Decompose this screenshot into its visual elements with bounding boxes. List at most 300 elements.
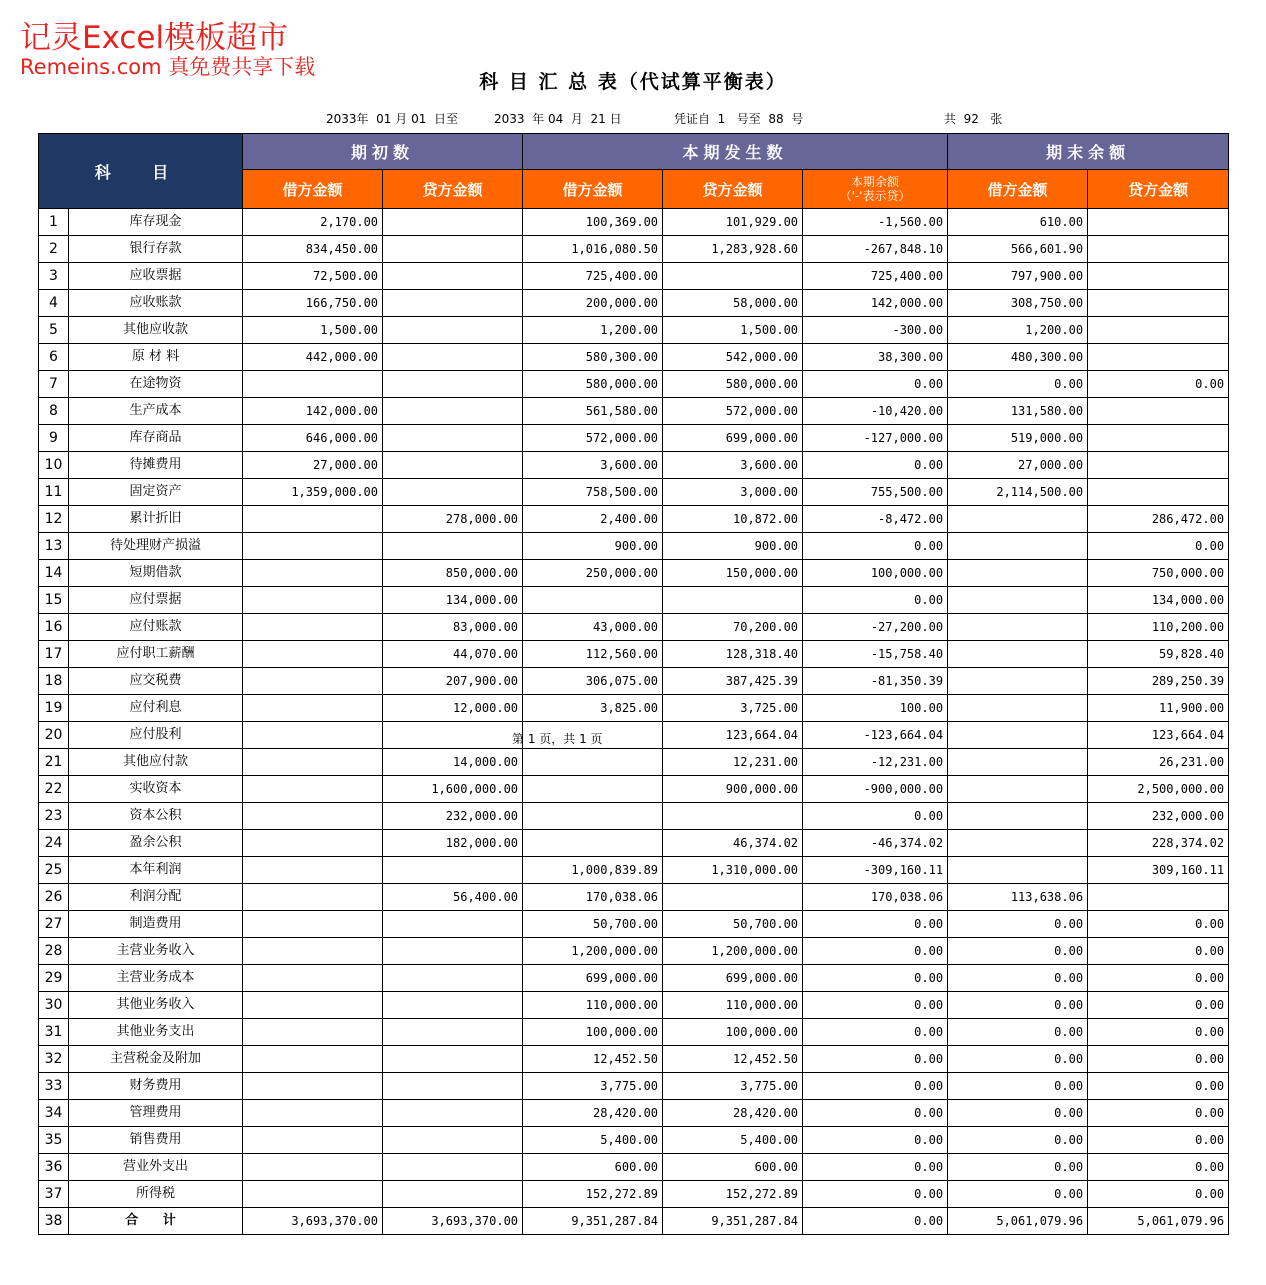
opening-credit-cell <box>383 452 523 479</box>
opening-credit-cell <box>383 1127 523 1154</box>
opening-credit-cell: 278,000.00 <box>383 506 523 533</box>
row-number-cell: 13 <box>39 533 69 560</box>
period-credit-cell: 123,664.04 <box>663 722 803 749</box>
opening-debit-cell: 27,000.00 <box>243 452 383 479</box>
opening-debit-cell <box>243 1100 383 1127</box>
watermark-site: Remeins.com 真免费共享下载 <box>20 55 316 79</box>
table-row <box>39 560 1229 587</box>
table-row <box>39 965 1229 992</box>
row-number-cell: 9 <box>39 425 69 452</box>
period-balance-cell: -15,758.40 <box>803 641 948 668</box>
closing-debit-cell: 0.00 <box>948 1046 1088 1073</box>
row-number-cell: 36 <box>39 1154 69 1181</box>
period-balance-cell: 0.00 <box>803 911 948 938</box>
table-row <box>39 938 1229 965</box>
opening-debit-cell <box>243 776 383 803</box>
opening-credit-cell: 134,000.00 <box>383 587 523 614</box>
opening-credit-cell <box>383 1046 523 1073</box>
table-row <box>39 776 1229 803</box>
closing-debit-cell: 113,638.06 <box>948 884 1088 911</box>
period-credit-cell: 9,351,287.84 <box>663 1208 803 1235</box>
closing-debit-cell <box>948 587 1088 614</box>
closing-credit-cell <box>1088 209 1229 236</box>
date-to: 2033 年 04 月 21 日 <box>494 112 622 126</box>
table-row <box>39 695 1229 722</box>
closing-credit-cell: 286,472.00 <box>1088 506 1229 533</box>
closing-credit-cell: 11,900.00 <box>1088 695 1229 722</box>
closing-credit-cell: 0.00 <box>1088 992 1229 1019</box>
period-debit-cell <box>523 587 663 614</box>
account-name-cell: 资本公积 <box>69 803 243 830</box>
account-name-cell: 主营业务收入 <box>69 938 243 965</box>
opening-debit-cell <box>243 884 383 911</box>
table-row <box>39 1154 1229 1181</box>
account-name-cell: 固定资产 <box>69 479 243 506</box>
opening-credit-cell: 1,600,000.00 <box>383 776 523 803</box>
period-debit-cell: 1,200,000.00 <box>523 938 663 965</box>
closing-debit-cell: 0.00 <box>948 1019 1088 1046</box>
closing-credit-cell <box>1088 884 1229 911</box>
period-credit-cell: 150,000.00 <box>663 560 803 587</box>
period-debit-cell: 1,016,080.50 <box>523 236 663 263</box>
period-debit-cell: 12,452.50 <box>523 1046 663 1073</box>
period-debit-cell: 152,272.89 <box>523 1181 663 1208</box>
period-credit-cell <box>663 587 803 614</box>
account-name-cell: 应付职工薪酬 <box>69 641 243 668</box>
period-debit-cell: 100,369.00 <box>523 209 663 236</box>
period-balance-cell: 0.00 <box>803 1181 948 1208</box>
table-row <box>39 1127 1229 1154</box>
period-debit-cell: 561,580.00 <box>523 398 663 425</box>
period-balance-cell: 170,038.06 <box>803 884 948 911</box>
period-debit-cell: 28,420.00 <box>523 1100 663 1127</box>
closing-debit-cell <box>948 560 1088 587</box>
watermark-brand: 记灵Excel模板超市 <box>20 20 289 56</box>
account-name-cell: 库存商品 <box>69 425 243 452</box>
period-balance-cell: 0.00 <box>803 1019 948 1046</box>
row-number-cell: 17 <box>39 641 69 668</box>
account-name-cell: 销售费用 <box>69 1127 243 1154</box>
period-balance-cell: 0.00 <box>803 965 948 992</box>
opening-debit-cell: 834,450.00 <box>243 236 383 263</box>
account-name-cell: 短期借款 <box>69 560 243 587</box>
closing-debit-cell: 0.00 <box>948 1100 1088 1127</box>
period-credit-header: 贷方金额 <box>663 170 803 209</box>
opening-credit-cell <box>383 479 523 506</box>
table-row <box>39 587 1229 614</box>
row-number-cell: 15 <box>39 587 69 614</box>
opening-debit-cell <box>243 506 383 533</box>
period-balance-cell: 0.00 <box>803 1073 948 1100</box>
opening-debit-cell: 166,750.00 <box>243 290 383 317</box>
opening-credit-cell: 83,000.00 <box>383 614 523 641</box>
account-name-cell: 合 计 <box>69 1208 243 1235</box>
page-note: 第 1 页，共 1 页 <box>512 732 603 746</box>
opening-credit-cell <box>383 371 523 398</box>
closing-credit-cell: 0.00 <box>1088 1100 1229 1127</box>
table-row <box>39 290 1229 317</box>
closing-credit-cell: 59,828.40 <box>1088 641 1229 668</box>
period-credit-cell: 5,400.00 <box>663 1127 803 1154</box>
opening-debit-cell <box>243 614 383 641</box>
opening-debit-cell <box>243 722 383 749</box>
table-row <box>39 371 1229 398</box>
opening-debit-cell <box>243 749 383 776</box>
opening-debit-cell <box>243 668 383 695</box>
total-row <box>39 1208 1229 1235</box>
opening-debit-cell <box>243 803 383 830</box>
closing-credit-cell <box>1088 236 1229 263</box>
period-balance-cell: -900,000.00 <box>803 776 948 803</box>
table-row <box>39 722 1229 749</box>
period-balance-cell: -12,231.00 <box>803 749 948 776</box>
period-credit-cell: 3,000.00 <box>663 479 803 506</box>
period-credit-cell: 3,725.00 <box>663 695 803 722</box>
closing-debit-cell: 610.00 <box>948 209 1088 236</box>
period-credit-cell <box>663 884 803 911</box>
period-credit-cell <box>663 803 803 830</box>
opening-balance-header: 期初数 <box>243 134 523 170</box>
closing-credit-cell: 0.00 <box>1088 533 1229 560</box>
closing-debit-cell <box>948 641 1088 668</box>
closing-debit-cell <box>948 857 1088 884</box>
table-row <box>39 1046 1229 1073</box>
account-name-cell: 利润分配 <box>69 884 243 911</box>
account-name-cell: 在途物资 <box>69 371 243 398</box>
closing-debit-cell <box>948 668 1088 695</box>
table-row <box>39 749 1229 776</box>
period-debit-cell: 699,000.00 <box>523 965 663 992</box>
row-number-cell: 11 <box>39 479 69 506</box>
closing-credit-cell <box>1088 479 1229 506</box>
closing-debit-cell <box>948 533 1088 560</box>
account-name-cell: 应收票据 <box>69 263 243 290</box>
period-credit-cell: 101,929.00 <box>663 209 803 236</box>
closing-credit-cell <box>1088 263 1229 290</box>
row-number-cell: 35 <box>39 1127 69 1154</box>
closing-debit-cell: 2,114,500.00 <box>948 479 1088 506</box>
period-credit-cell: 387,425.39 <box>663 668 803 695</box>
period-credit-cell: 70,200.00 <box>663 614 803 641</box>
opening-debit-cell: 442,000.00 <box>243 344 383 371</box>
period-balance-cell: 725,400.00 <box>803 263 948 290</box>
closing-debit-cell <box>948 749 1088 776</box>
opening-credit-cell: 182,000.00 <box>383 830 523 857</box>
opening-debit-cell: 142,000.00 <box>243 398 383 425</box>
period-debit-cell: 580,000.00 <box>523 371 663 398</box>
closing-debit-header: 借方金额 <box>948 170 1088 209</box>
opening-credit-cell <box>383 965 523 992</box>
opening-credit-cell <box>383 722 523 749</box>
period-debit-cell: 2,400.00 <box>523 506 663 533</box>
period-balance-header <box>803 170 948 209</box>
table-row <box>39 263 1229 290</box>
account-name-cell: 营业外支出 <box>69 1154 243 1181</box>
period-debit-cell: 580,300.00 <box>523 344 663 371</box>
closing-credit-cell: 5,061,079.96 <box>1088 1208 1229 1235</box>
period-credit-cell: 900,000.00 <box>663 776 803 803</box>
account-name-cell: 应付股利 <box>69 722 243 749</box>
period-balance-cell: 38,300.00 <box>803 344 948 371</box>
row-number-cell: 10 <box>39 452 69 479</box>
opening-credit-cell: 3,693,370.00 <box>383 1208 523 1235</box>
period-balance-cell: 0.00 <box>803 533 948 560</box>
closing-debit-cell: 1,200.00 <box>948 317 1088 344</box>
opening-credit-cell <box>383 236 523 263</box>
period-balance-cell: -300.00 <box>803 317 948 344</box>
closing-credit-cell: 0.00 <box>1088 1019 1229 1046</box>
closing-debit-cell: 797,900.00 <box>948 263 1088 290</box>
period-credit-cell: 46,374.02 <box>663 830 803 857</box>
account-name-cell: 累计折旧 <box>69 506 243 533</box>
account-name-cell: 实收资本 <box>69 776 243 803</box>
closing-credit-cell: 289,250.39 <box>1088 668 1229 695</box>
row-number-cell: 34 <box>39 1100 69 1127</box>
opening-credit-cell <box>383 992 523 1019</box>
opening-debit-cell <box>243 1181 383 1208</box>
table-body <box>39 209 1229 1235</box>
period-debit-cell: 250,000.00 <box>523 560 663 587</box>
opening-debit-header: 借方金额 <box>243 170 383 209</box>
closing-credit-cell: 0.00 <box>1088 911 1229 938</box>
account-name-cell: 管理费用 <box>69 1100 243 1127</box>
account-name-cell: 待处理财产损溢 <box>69 533 243 560</box>
closing-debit-cell: 308,750.00 <box>948 290 1088 317</box>
period-balance-cell: 100,000.00 <box>803 560 948 587</box>
period-balance-cell: -46,374.02 <box>803 830 948 857</box>
closing-credit-cell: 123,664.04 <box>1088 722 1229 749</box>
closing-debit-cell: 0.00 <box>948 965 1088 992</box>
period-credit-cell: 580,000.00 <box>663 371 803 398</box>
period-credit-cell: 50,700.00 <box>663 911 803 938</box>
voucher-range: 凭证自 1 号至 88 号 <box>674 112 804 126</box>
table-row <box>39 209 1229 236</box>
closing-balance-header: 期末余额 <box>948 134 1229 170</box>
opening-credit-cell <box>383 344 523 371</box>
period-debit-cell: 306,075.00 <box>523 668 663 695</box>
opening-debit-cell <box>243 560 383 587</box>
period-debit-cell: 3,775.00 <box>523 1073 663 1100</box>
row-number-cell: 1 <box>39 209 69 236</box>
period-debit-cell <box>523 803 663 830</box>
period-balance-cell: 142,000.00 <box>803 290 948 317</box>
period-balance-cell: -267,848.10 <box>803 236 948 263</box>
period-balance-cell: 0.00 <box>803 371 948 398</box>
closing-credit-cell <box>1088 425 1229 452</box>
opening-credit-cell: 14,000.00 <box>383 749 523 776</box>
period-activity-header: 本期发生数 <box>523 134 948 170</box>
opening-credit-cell: 56,400.00 <box>383 884 523 911</box>
period-balance-cell: -1,560.00 <box>803 209 948 236</box>
row-number-cell: 14 <box>39 560 69 587</box>
period-debit-cell: 725,400.00 <box>523 263 663 290</box>
opening-credit-cell <box>383 857 523 884</box>
table-row <box>39 425 1229 452</box>
closing-credit-cell: 134,000.00 <box>1088 587 1229 614</box>
closing-debit-cell: 0.00 <box>948 1127 1088 1154</box>
account-name-cell: 其他应付款 <box>69 749 243 776</box>
table-row <box>39 344 1229 371</box>
opening-debit-cell: 72,500.00 <box>243 263 383 290</box>
period-credit-cell: 12,452.50 <box>663 1046 803 1073</box>
summary-table <box>38 133 1229 1235</box>
period-debit-cell: 170,038.06 <box>523 884 663 911</box>
period-debit-cell: 100,000.00 <box>523 1019 663 1046</box>
row-number-cell: 28 <box>39 938 69 965</box>
period-balance-cell: 0.00 <box>803 938 948 965</box>
opening-debit-cell <box>243 641 383 668</box>
account-name-cell: 应付利息 <box>69 695 243 722</box>
closing-debit-cell: 566,601.90 <box>948 236 1088 263</box>
opening-credit-cell: 12,000.00 <box>383 695 523 722</box>
table-row <box>39 1073 1229 1100</box>
table-row <box>39 1019 1229 1046</box>
account-name-cell: 应交税费 <box>69 668 243 695</box>
closing-credit-header: 贷方金额 <box>1088 170 1229 209</box>
period-balance-cell: 0.00 <box>803 587 948 614</box>
period-debit-cell: 50,700.00 <box>523 911 663 938</box>
closing-credit-cell: 0.00 <box>1088 1073 1229 1100</box>
opening-debit-cell: 1,359,000.00 <box>243 479 383 506</box>
account-name-cell: 财务费用 <box>69 1073 243 1100</box>
closing-debit-cell <box>948 614 1088 641</box>
opening-debit-cell <box>243 1073 383 1100</box>
period-balance-cell: 100.00 <box>803 695 948 722</box>
closing-debit-cell: 0.00 <box>948 1181 1088 1208</box>
closing-credit-cell: 0.00 <box>1088 371 1229 398</box>
row-number-cell: 8 <box>39 398 69 425</box>
period-debit-cell: 110,000.00 <box>523 992 663 1019</box>
account-name-cell: 原 材 料 <box>69 344 243 371</box>
closing-credit-cell <box>1088 317 1229 344</box>
opening-credit-cell <box>383 1154 523 1181</box>
opening-debit-cell <box>243 371 383 398</box>
closing-debit-cell: 0.00 <box>948 1073 1088 1100</box>
period-credit-cell: 1,283,928.60 <box>663 236 803 263</box>
period-balance-cell: -127,000.00 <box>803 425 948 452</box>
period-balance-cell: -8,472.00 <box>803 506 948 533</box>
row-number-cell: 33 <box>39 1073 69 1100</box>
period-debit-cell <box>523 749 663 776</box>
closing-credit-cell <box>1088 452 1229 479</box>
opening-debit-cell <box>243 830 383 857</box>
table-row <box>39 479 1229 506</box>
closing-credit-cell: 0.00 <box>1088 1127 1229 1154</box>
opening-credit-cell: 44,070.00 <box>383 641 523 668</box>
closing-credit-cell: 2,500,000.00 <box>1088 776 1229 803</box>
row-number-cell: 18 <box>39 668 69 695</box>
row-number-cell: 27 <box>39 911 69 938</box>
table-row <box>39 641 1229 668</box>
opening-debit-cell <box>243 938 383 965</box>
row-number-cell: 2 <box>39 236 69 263</box>
opening-debit-cell: 2,170.00 <box>243 209 383 236</box>
period-balance-cell: 0.00 <box>803 1046 948 1073</box>
period-balance-header-line1: 本期余额 <box>851 175 900 189</box>
closing-credit-cell: 0.00 <box>1088 1154 1229 1181</box>
opening-debit-cell <box>243 857 383 884</box>
table-row <box>39 398 1229 425</box>
row-number-cell: 20 <box>39 722 69 749</box>
account-name-cell: 应付账款 <box>69 614 243 641</box>
period-credit-cell: 900.00 <box>663 533 803 560</box>
period-balance-cell: 0.00 <box>803 1100 948 1127</box>
account-name-cell: 主营业务成本 <box>69 965 243 992</box>
closing-credit-cell: 0.00 <box>1088 938 1229 965</box>
row-number-cell: 6 <box>39 344 69 371</box>
period-credit-cell: 572,000.00 <box>663 398 803 425</box>
opening-credit-cell <box>383 209 523 236</box>
period-credit-cell: 28,420.00 <box>663 1100 803 1127</box>
table-row <box>39 236 1229 263</box>
closing-credit-cell: 309,160.11 <box>1088 857 1229 884</box>
period-balance-cell: -81,350.39 <box>803 668 948 695</box>
period-balance-cell: -10,420.00 <box>803 398 948 425</box>
period-credit-cell: 1,500.00 <box>663 317 803 344</box>
opening-credit-cell <box>383 911 523 938</box>
period-credit-cell: 1,310,000.00 <box>663 857 803 884</box>
closing-debit-cell: 0.00 <box>948 938 1088 965</box>
period-balance-cell: 0.00 <box>803 803 948 830</box>
period-credit-cell: 3,775.00 <box>663 1073 803 1100</box>
account-name-cell: 其他应收款 <box>69 317 243 344</box>
table-row <box>39 1181 1229 1208</box>
period-balance-cell: 0.00 <box>803 1154 948 1181</box>
opening-debit-cell <box>243 911 383 938</box>
closing-debit-cell: 519,000.00 <box>948 425 1088 452</box>
period-credit-cell <box>663 263 803 290</box>
account-name-cell: 待摊费用 <box>69 452 243 479</box>
row-number-cell: 16 <box>39 614 69 641</box>
closing-credit-cell <box>1088 290 1229 317</box>
opening-debit-cell <box>243 533 383 560</box>
opening-debit-cell <box>243 992 383 1019</box>
row-number-cell: 4 <box>39 290 69 317</box>
period-credit-cell: 128,318.40 <box>663 641 803 668</box>
closing-debit-cell: 0.00 <box>948 992 1088 1019</box>
period-debit-cell: 112,560.00 <box>523 641 663 668</box>
period-debit-cell <box>523 776 663 803</box>
period-credit-cell: 100,000.00 <box>663 1019 803 1046</box>
closing-credit-cell: 0.00 <box>1088 1046 1229 1073</box>
table-row <box>39 803 1229 830</box>
period-debit-cell: 3,600.00 <box>523 452 663 479</box>
closing-debit-cell <box>948 506 1088 533</box>
account-name-cell: 应收账款 <box>69 290 243 317</box>
table-row <box>39 668 1229 695</box>
opening-credit-cell <box>383 1073 523 1100</box>
row-number-cell: 24 <box>39 830 69 857</box>
closing-debit-cell: 5,061,079.96 <box>948 1208 1088 1235</box>
account-name-cell: 盈余公积 <box>69 830 243 857</box>
period-debit-cell: 1,000,839.89 <box>523 857 663 884</box>
row-number-cell: 7 <box>39 371 69 398</box>
row-number-cell: 31 <box>39 1019 69 1046</box>
closing-credit-cell: 0.00 <box>1088 1181 1229 1208</box>
period-debit-cell: 5,400.00 <box>523 1127 663 1154</box>
account-name-cell: 银行存款 <box>69 236 243 263</box>
period-credit-cell: 3,600.00 <box>663 452 803 479</box>
period-debit-cell: 572,000.00 <box>523 425 663 452</box>
closing-credit-cell <box>1088 398 1229 425</box>
period-balance-cell: -123,664.04 <box>803 722 948 749</box>
date-from: 2033年 01 月 01 日至 <box>326 112 458 126</box>
period-balance-cell: -309,160.11 <box>803 857 948 884</box>
page-title: 科 目 汇 总 表（代试算平衡表） <box>479 71 787 93</box>
row-number-cell: 38 <box>39 1208 69 1235</box>
period-credit-cell: 542,000.00 <box>663 344 803 371</box>
closing-debit-cell <box>948 722 1088 749</box>
